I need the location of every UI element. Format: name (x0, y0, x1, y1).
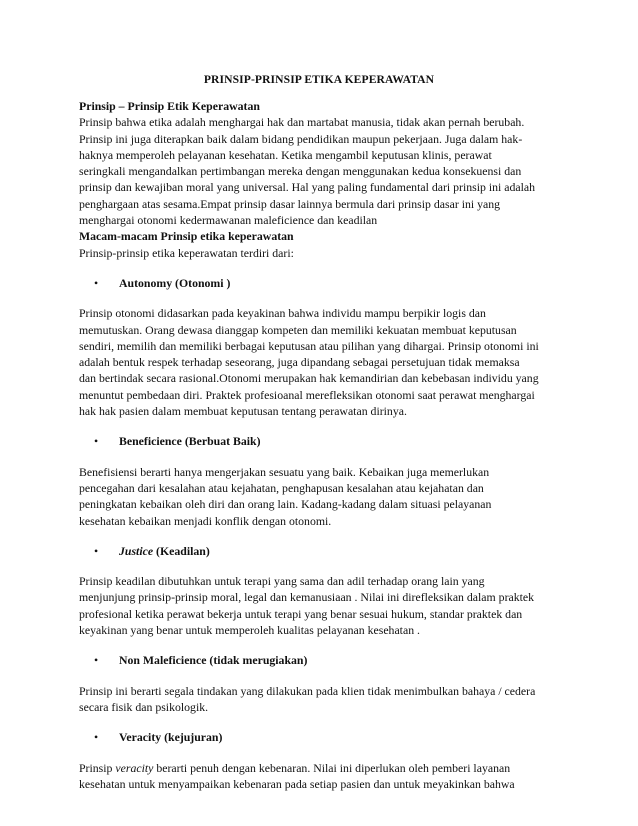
section-line: dan bertindak secara rasional.Otonomi merupakan hak kemandirian dan kebebasan individu yang (79, 371, 539, 386)
section-heading-beneficience (79, 433, 579, 449)
veracity-italic: veracity (115, 760, 154, 775)
section-line: Prinsip keadilan dibutuhkan untuk terapi yang sama dan adil terhadap orang lain yang (79, 574, 485, 589)
section-heading-text: Beneficience (Berbuat Baik) (119, 434, 261, 449)
section-heading-rest: (Keadilan) (153, 543, 210, 558)
bullet-icon: • (94, 653, 99, 668)
intro-heading: Prinsip – Prinsip Etik Keperawatan (79, 99, 260, 113)
section-line: Prinsip ini berarti segala tindakan yang dilakukan pada klien tidak menimbulkan bahaya / cedera (79, 683, 536, 698)
section-line: hak hak pasien dalam membuat keputusan tentang perawatan dirinya. (79, 404, 407, 419)
section-line: memutuskan. Orang dewasa dianggap kompeten dan memiliki kekuatan membuat keputusan (79, 322, 517, 337)
intro-line: haknya memperoleh pelayanan kesehatan. Ketika mengambil keputusan klinis, perawat (79, 147, 492, 162)
section-line: peningkatan kebaikan oleh diri dan orang lain. Kadang-kadang dalam situasi pelayanan (79, 497, 492, 512)
section-line: profesional ketika perawat bekerja untuk terapi yang benar sesuai hukum, standar praktek dan (79, 606, 523, 621)
intro-line: Prinsip bahwa etika adalah menghargai hak dan martabat manusia, tidak akan pernah berubah. (79, 115, 525, 130)
section-heading-text: Autonomy (Otonomi ) (119, 275, 231, 290)
section-line: Benefisiensi berarti hanya mengerjakan sesuatu yang baik. Kebaikan juga memerlukan (79, 464, 490, 479)
section-line: Prinsip otonomi didasarkan pada keyakinan bahwa individu mampu berpikir logis dan (79, 306, 486, 321)
intro-line: penghargaan atas sesama.Empat prinsip dasar lainnya bermula dari prinsip dasar ini yang (79, 196, 501, 211)
section-line: secara fisik dan psikologik. (79, 699, 209, 714)
veracity-pre: Prinsip (79, 760, 116, 775)
section-heading-justice (79, 543, 579, 559)
intro-sublead: Prinsip-prinsip etika keperawatan terdiri dari: (79, 245, 294, 260)
section-line: menjunjung prinsip-prinsip moral, legal dan kemanusiaan . Nilai ini direfleksikan dalam praktek (79, 590, 535, 605)
section-line: menuntut pembedaan diri. Praktek profesioanal merefleksikan otonomi saat perawat menghargai (79, 387, 535, 402)
intro-line: seringkali mengandalkan pertimbangan mereka dengan menggunakan kedua konsekuensi dan (79, 164, 522, 179)
document-title: PRINSIP-PRINSIP ETIKA KEPERAWATAN (203, 73, 435, 86)
bullet-icon: • (94, 730, 99, 745)
section-line: keyakinan yang benar untuk memperoleh kualitas pelayanan kesehatan . (79, 623, 420, 638)
section-line: pencegahan dari kesalahan atau kejahatan, penghapusan kesalahan atau kejahatan dan (79, 480, 484, 495)
intro-line: menghargai otonomi kedermawanan maleficience dan keadilan (79, 213, 378, 228)
intro-subheading: Macam-macam Prinsip etika keperawatan (79, 229, 294, 244)
document-body (79, 98, 579, 792)
bullet-icon: • (94, 543, 99, 558)
veracity-post: berarti penuh dengan kebenaran. Nilai ini diperlukan oleh pemberi layanan (153, 760, 511, 775)
bullet-icon: • (94, 434, 99, 449)
section-heading-text: Veracity (kejujuran) (119, 730, 223, 745)
section-heading-autonomy (79, 275, 579, 291)
section-heading-text: Non Maleficience (tidak merugiakan) (119, 653, 308, 668)
section-heading-italic: Justice (119, 543, 154, 558)
veracity-line (79, 760, 579, 776)
section-line: adalah bentuk respek terhadap seseorang, juga dipandang sebagai persetujuan tidak memaksa (79, 355, 520, 370)
intro-line: prinsip dan kewajiban moral yang universal. Hal yang paling fundamental dari prinsip ini adalah (79, 180, 536, 195)
section-heading-veracity (79, 729, 579, 745)
veracity-line: kesehatan untuk menyampaikan kebenaran pada setiap pasien dan untuk meyakinkan bahwa (79, 776, 515, 791)
section-line: kesehatan kebaikan menjadi konflik dengan otonomi. (79, 513, 332, 528)
intro-line: Prinsip ini juga diterapkan baik dalam bidang pendidikan maupun pekerjaan. Juga dalam hak- (79, 131, 523, 146)
section-line: sendiri, memilih dan memiliki berbagai keputusan atau pilihan yang dihargai. Prinsip otonomi ini (79, 338, 539, 353)
bullet-icon: • (94, 275, 99, 290)
section-heading-non-maleficience (79, 652, 579, 668)
